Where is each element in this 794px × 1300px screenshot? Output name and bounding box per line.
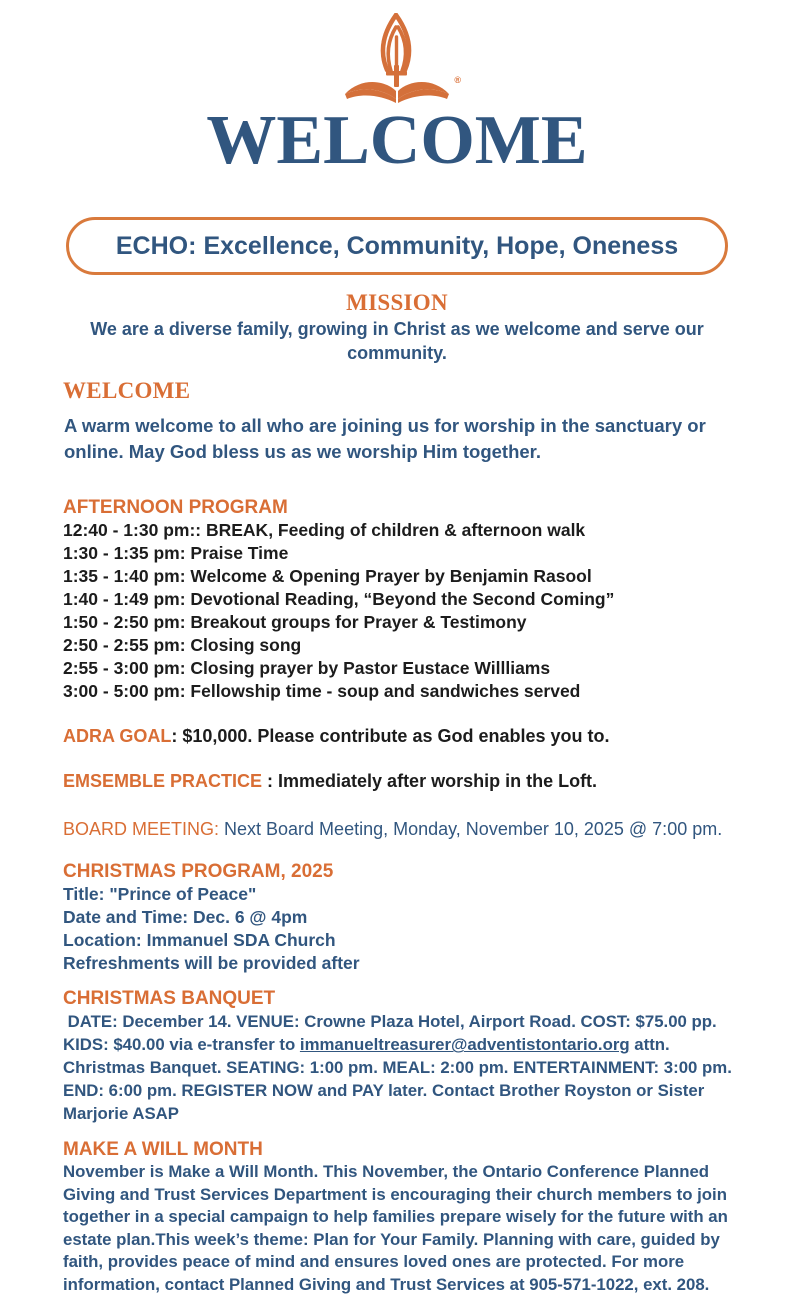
banquet-text-after-email: attn. Christmas Banquet. SEATING: 1:00 pm. MEAL: 2:00 pm. ENTERTAINMENT: 3:00 pm. END: 6:00 pm. REGISTER NOW and PAY later. Contact Brother Royston or Sister Marjorie ASAP bbox=[63, 1035, 737, 1124]
program-item: 12:40 - 1:30 pm:: BREAK, Feeding of children & afternoon walk bbox=[63, 520, 586, 541]
adventist-flame-logo bbox=[337, 13, 461, 107]
make-a-will-heading: MAKE A WILL MONTH bbox=[63, 1139, 263, 1161]
afternoon-program-heading: AFTERNOON PROGRAM bbox=[63, 497, 288, 519]
christmas-program-line: Refreshments will be provided after bbox=[63, 953, 360, 974]
christmas-banquet-section bbox=[63, 987, 749, 1125]
make-a-will-section bbox=[63, 1138, 749, 1296]
afternoon-program-section bbox=[63, 496, 749, 703]
program-item: 2:55 - 3:00 pm: Closing prayer by Pastor Eustace Willliams bbox=[63, 658, 551, 679]
adra-goal-text: : $10,000. Please contribute as God enables you to. bbox=[171, 726, 610, 747]
board-meeting-text: Next Board Meeting, Monday, November 10, 2025 @ 7:00 pm. bbox=[219, 819, 723, 840]
board-meeting-line bbox=[63, 817, 723, 841]
welcome-heading: WELCOME bbox=[63, 378, 191, 404]
christmas-program-line: Title: "Prince of Peace" bbox=[63, 884, 257, 905]
header bbox=[0, 0, 794, 107]
program-item: 1:30 - 1:35 pm: Praise Time bbox=[63, 543, 289, 564]
make-a-will-text: November is Make a Will Month. This November, the Ontario Conference Planned Giving and Trust Services Department is encouraging their church members to join together in a special campaign to help families prepare wisely for the future with an estate plan.This week’s theme: Plan for Your Family. Planning with care, guided by faith, provides peace of mind and ensures loved ones are protected. For more information, contact Planned Giving and Trust Services at 905-571-1022, ext. 208. bbox=[63, 1162, 728, 1294]
christmas-program-line: Date and Time: Dec. 6 @ 4pm bbox=[63, 907, 308, 928]
christmas-program-heading: CHRISTMAS PROGRAM, 2025 bbox=[63, 861, 334, 883]
ensemble-practice-text: : Immediately after worship in the Loft. bbox=[262, 771, 598, 792]
registered-trademark: ® bbox=[454, 75, 461, 85]
banquet-text-before-email: DATE: December 14. VENUE: Crowne Plaza Hotel, Airport Road. COST: $75.00 pp. KIDS: $40.00 via e-transfer to bbox=[63, 1012, 722, 1055]
christmas-banquet-heading: CHRISTMAS BANQUET bbox=[63, 988, 276, 1010]
program-item: 2:50 - 2:55 pm: Closing song bbox=[63, 635, 302, 656]
flame-and-book-icon bbox=[337, 13, 457, 107]
mission-heading: MISSION bbox=[346, 290, 448, 316]
echo-banner bbox=[66, 217, 728, 275]
christmas-program-details bbox=[63, 883, 749, 975]
christmas-banquet-text bbox=[63, 1010, 749, 1125]
treasurer-email-link[interactable]: immanueltreasurer@adventistontario.org bbox=[299, 1035, 630, 1055]
christmas-program-line: Location: Immanuel SDA Church bbox=[63, 930, 336, 951]
program-item: 1:50 - 2:50 pm: Breakout groups for Prayer & Testimony bbox=[63, 612, 527, 633]
christmas-program-section bbox=[63, 860, 749, 975]
program-item: 1:35 - 1:40 pm: Welcome & Opening Prayer by Benjamin Rasool bbox=[63, 566, 592, 587]
adra-goal-label: ADRA GOAL bbox=[63, 726, 172, 747]
board-meeting-label: BOARD MEETING: bbox=[63, 819, 220, 840]
page-title: WELCOME bbox=[206, 102, 588, 179]
program-item: 1:40 - 1:49 pm: Devotional Reading, “Beyond the Second Coming” bbox=[63, 589, 615, 610]
echo-banner-text: Excellence, Community, Hope, Oneness bbox=[203, 231, 679, 260]
adra-goal-line bbox=[63, 725, 749, 748]
welcome-text: A warm welcome to all who are joining us for worship in the sanctuary or online. May God bless us as we worship Him together. bbox=[64, 415, 706, 463]
echo-banner-label: ECHO: bbox=[115, 231, 197, 260]
ensemble-practice-label: EMSEMBLE PRACTICE bbox=[63, 771, 263, 792]
program-item: 3:00 - 5:00 pm: Fellowship time - soup and sandwiches served bbox=[63, 681, 581, 702]
ensemble-practice-line bbox=[63, 770, 749, 793]
mission-text: We are a diverse family, growing in Christ as we welcome and serve our community. bbox=[90, 319, 704, 364]
afternoon-program-list bbox=[63, 519, 749, 703]
